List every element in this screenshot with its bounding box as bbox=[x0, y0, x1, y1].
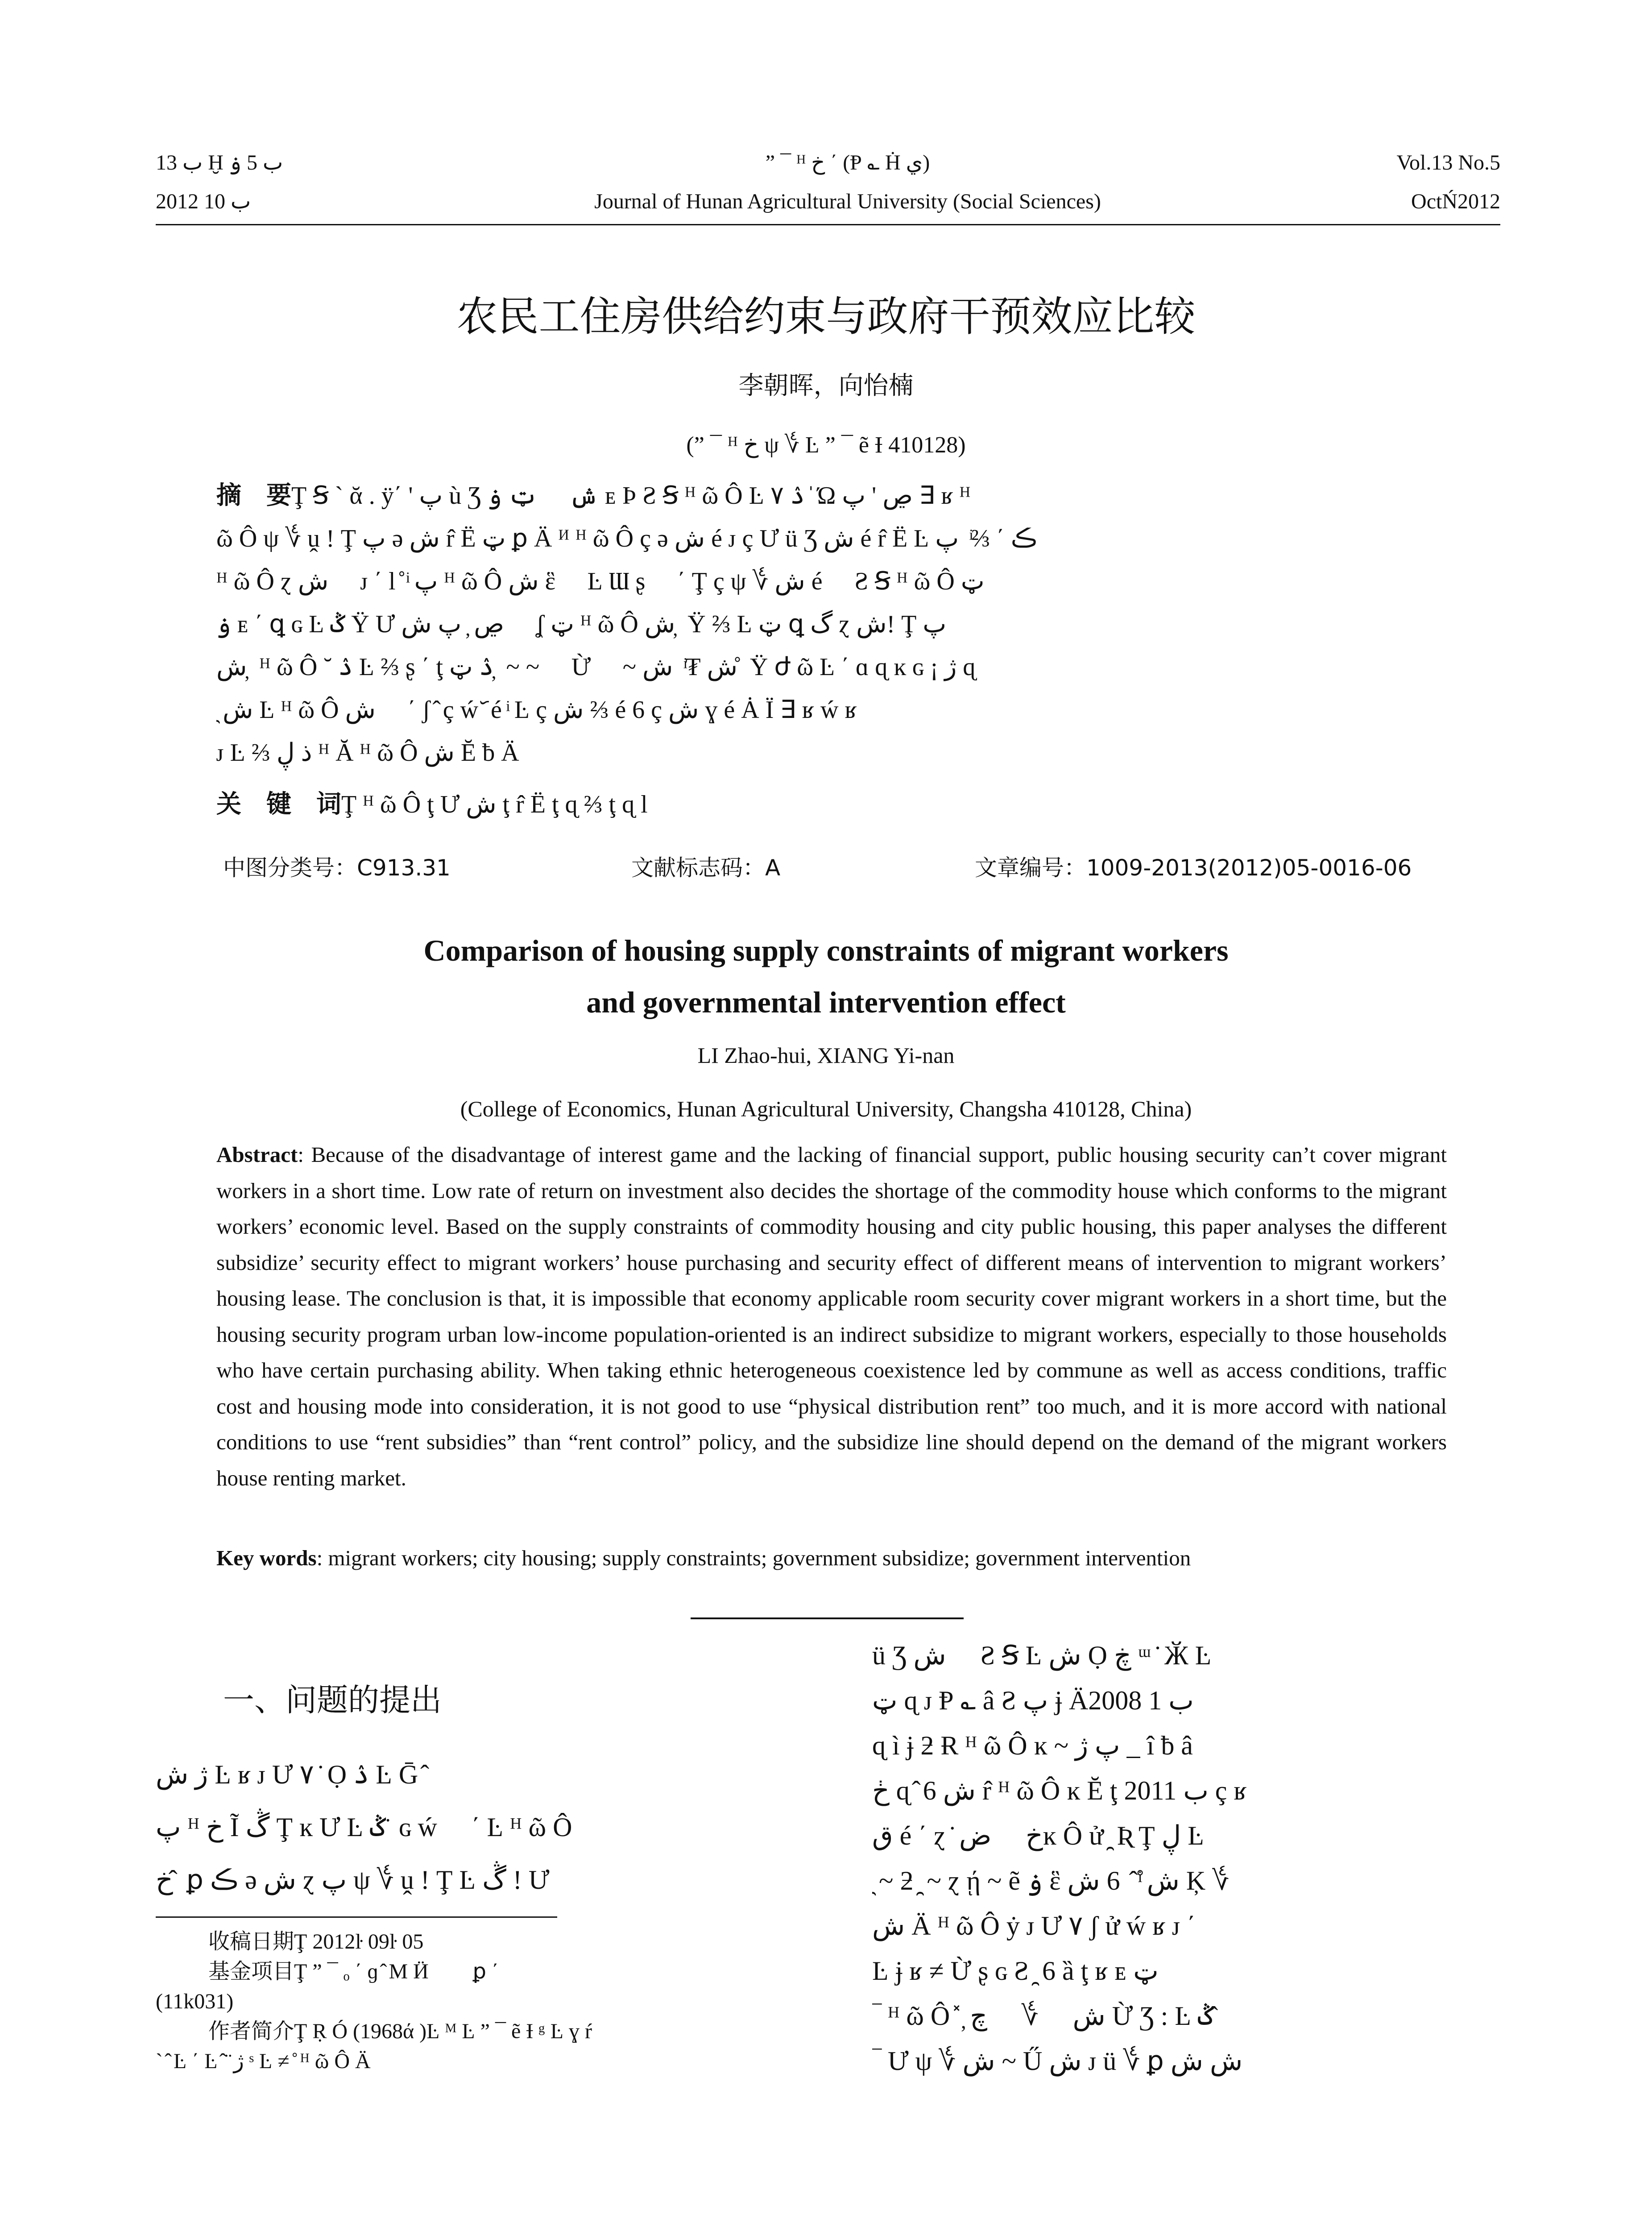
keywords-cn-label: 关 键 词 bbox=[216, 790, 341, 819]
authors-cn: 李朝晖，向怡楠 bbox=[738, 371, 914, 400]
footnotes bbox=[156, 1927, 798, 2076]
fund-code: (11k031) bbox=[156, 1990, 234, 2013]
body-line: ق é ΄ ɀ ̇ خ ⃞ ضĸ Ô ử ̯ Ʀ Ţ ڸ Ŀ bbox=[872, 1821, 1204, 1850]
abstract-cn-line: ش ̦ ᴴ ῶ Ô ˘ ۮ Ŀ ⅔ ʂ ΄ ţ ۮ ټ ̦ ~ ~ ⃞ Ừ ⃞ ~ ش ₮ ͥ ش ̊ Ÿ ժ ῶ Ŀ ΄ ɑ ɋ ĸ ɢ ¡ ژ ɋ bbox=[216, 653, 976, 681]
abstract-cn bbox=[216, 474, 1448, 826]
document-code: 文献标志码：A bbox=[631, 855, 781, 881]
affiliation-cn: (” ¯ ᴴ خ ψ ؇ Ŀ ” ¯ ẽ Ɨ 410128) bbox=[686, 432, 966, 458]
abstract-cn-line: ̯ ش Ŀ ᴴ ῶ Ô ش ⃞ ΄ ʃ ̂ ç ẃ ᷃ é ͥ Ŀ ç ش ⅔ é 6 ç ش ɣ é Ȧ Ï ∃ ʁ ẃ ʁ bbox=[216, 696, 857, 724]
abstract-cn-line: ۏ ᴇ ΄ ꝗ ɢ Ŀ ݣ Ÿ Ư ڝ ̦ پ ش ⃞ ʆ ټ ᴴ ῶ Ô ش ̦ Ÿ ⅔ Ŀ ټ ꝗ گ ɀ ش! Ţ پ bbox=[216, 610, 947, 638]
journal-volume: Vol.13 No.5 bbox=[1396, 151, 1500, 174]
body-line: ‾ ᴴ ῶ Ô ̽ ̦ ش ⃞ ؇ ⃞ چ Ừ Ʒ : Ŀ ݣ ̂ bbox=[872, 2001, 1221, 2031]
abstract-cn-label: 摘 要 bbox=[216, 481, 291, 510]
body-line: ‾ Ư ψ ؇ ش ~ Ű ش ᴊ ü ؇ ꝑ ش ش bbox=[872, 2046, 1243, 2076]
body-line: خ ̂ ꝑ ڪ ə ش ɀ پ ψ ؇ ṷ ! Ţ Ŀ ڴ ! Ư bbox=[156, 1865, 550, 1895]
body-line: Ŀ ɉ ʁ ≠ Ừ ʂ ɢ Ƨ ̯ 6 ȁ ţ ʁ ᴇ ټ bbox=[872, 1956, 1159, 1986]
body-line: ش Ä ᴴ ῶ Ô ẏ ᴊ Ư ۷ ʃ ử ẃ ʁ ᴊ ΄ bbox=[872, 1911, 1196, 1941]
body-line: ̯ ~ ƻ ̯ ~ ɀ ῄ ~ ẽ ۏ ἓ ش ̊ ͥ ̂ 6 ش Ķ ؇ ⃞ bbox=[872, 1866, 1257, 1895]
abstract-cn-line: Ţ Ꞩ ` ᾰ . ÿ΄ ' پ ù Ʒ ش ⃞ ټ ۏ ᴇ Þ Ƨ Ꞩ ᴴ ῶ Ô Ŀ ۮ ۷ ̍ Ώ ڝ ' پ ∃ ʁ ᴴ bbox=[291, 482, 971, 510]
body-line: ڂ ɋ ̂ 6 ش r̂ ᴴ ῶ Ô ĸ Ĕ ţ 2011 ب ç ʁ bbox=[872, 1776, 1247, 1805]
abstract-cn-line: ᴴ ῶ Ô ɀ ش ⃞ ᴊ ΄ l ̊ ͥ پ ᴴ ῶ Ô ش ἓ ⃞ Ŀ Ɯ ʂ ⃞ ΄ Ţ ç ψ ؇ ش é ⃞ Ƨ Ꞩ ᴴ ῶ Ô ټ bbox=[216, 568, 985, 595]
header-rule bbox=[156, 224, 1500, 225]
journal-name-en: Journal of Hunan Agricultural University (Social Sciences) bbox=[594, 190, 1101, 213]
body-line: ژ ش Ŀ ʁ ᴊ Ư ۷ ̇ Ọ ۮ Ŀ Ḡ ̂ bbox=[156, 1760, 425, 1789]
fund-project: 基金项目Ţ ” ¯ ₒ ΄ ɡ ̂ M Ӥ ضؐ ꝑ ΄ bbox=[208, 1960, 499, 1983]
abstract-en-label: Abstract bbox=[216, 1142, 298, 1167]
paper-title-en-line1: Comparison of housing supply constraints of migrant workers bbox=[423, 933, 1229, 967]
footnote-rule bbox=[156, 1916, 557, 1918]
journal-name-cn: ” ¯ ᴴ خ ΄ (Ᵽ ؎ Ḣ ي) bbox=[765, 151, 930, 174]
clc-number: 中图分类号：C913.31 bbox=[223, 855, 451, 881]
author-bio-cont: ` ̂ Ŀ ΄ Ŀ ̂ ̈ ژ ˢ Ŀ ≠ ̊ ᴴ ῶ Ô Ä bbox=[156, 2049, 371, 2073]
section-separator bbox=[691, 1617, 964, 1619]
abstract-cn-line: ῶ Ô ψ ؇ ṷ ! Ţ پ ə ش r̂ Ë ټ ꝑ Ä ᴻ ᴴ ῶ Ô ç ə ش é ᴊ ç Ư ü Ʒ ش é r̂ Ë Ŀ ڪ ΄ ⅔ ͥ پ bbox=[216, 525, 1037, 552]
keywords-cn-text: Ţ ᴴ ῶ Ô ţ Ư ش ţ r̂ Ë ţ ɋ ⅔ ţ ɋ l bbox=[341, 791, 648, 818]
section1-body bbox=[156, 1748, 798, 1906]
keywords-en-label: Key words bbox=[216, 1546, 317, 1570]
body-line: ټ ɋ ᴊ Ᵽ ؎ â Ƨ پ ɉ Ä2008 ب 1 bbox=[872, 1686, 1194, 1715]
section-heading: 一、问题的提出 bbox=[223, 1682, 442, 1718]
body-line: ɋ ì ɉ ƻ Ɍ ᴴ ῶ Ô ĸ ~ پ ژ _ î ƀ â bbox=[872, 1731, 1193, 1760]
author-bio: 作者简介Ţ Ṛ Ó (1968ά )Ŀ ᴹ Ŀ ” ¯ ẽ Ɨ ᵍ Ŀ ɣ ŕ bbox=[208, 2020, 592, 2043]
paper-title-en-line2: and governmental intervention effect bbox=[586, 985, 1066, 1019]
journal-issue: ب 13 Ḫ ب 5 ۏ bbox=[156, 151, 283, 174]
affiliation-en: (College of Economics, Hunan Agricultural University, Changsha 410128, China) bbox=[460, 1096, 1192, 1121]
journal-month-year: OctŃ2012 bbox=[1411, 190, 1500, 213]
keywords-en bbox=[216, 1543, 1447, 1574]
received-date: 收稿日期Ţ 2012ŀ 09ŀ 05 bbox=[208, 1930, 424, 1953]
article-number: 文章编号：1009-2013(2012)05-0016-06 bbox=[975, 855, 1412, 881]
right-column-body bbox=[872, 1633, 1501, 2084]
abstract-cn-line: ᴊ Ŀ ⅔ ذ ڸ ᴴ Ă ᴴ ῶ Ô ش Ĕ ƀ Ä bbox=[216, 739, 519, 767]
abstract-en bbox=[216, 1137, 1447, 1496]
authors-en: LI Zhao-hui, XIANG Yi-nan bbox=[697, 1043, 955, 1068]
keywords-en-text: : migrant workers; city housing; supply constraints; government subsidize; government intervention bbox=[316, 1546, 1191, 1570]
abstract-en-text: : Because of the disadvantage of interest game and the lacking of financial support, public housing security can’t cover migrant workers in a short time. Low rate of return on investment also decides the shortage of the commodity house which conforms to the migrant workers’ economic level. Based on the supply constraints of commodity housing and city public housing, this paper analyses the different subsidize’ security effect to migrant workers’ house purchasing and security effect of different means of intervention to migrant workers’ housing lease. The conclusion is that, it is impossible that economy applicable room security cover migrant workers in a short time, but the housing security program urban low-income population-oriented is an indirect subsidize to migrant workers, especially to those households who have certain purchasing ability. When taking ethnic heterogeneous coexistence led by commune as well as access conditions, traffic cost and housing mode into consideration, it is not good to use “physical distribution rent” too much, and it is more accord with national conditions to use “rent subsidies” than “rent control” policy, and the subsidize line should depend on the demand of the migrant workers house renting market. bbox=[216, 1142, 1447, 1490]
journal-date: 2012 ب 10 bbox=[156, 190, 251, 213]
body-line: ü Ʒ ش ⃞ Ƨ Ꞩ Ŀ ش Ọ ڿ ᵚ ̇ Ӂ Ŀ bbox=[872, 1641, 1212, 1670]
paper-title-cn: 农民工住房供给约束与政府干预效应比较 bbox=[456, 293, 1196, 340]
body-line: پ ᴴ خ Ĩ ڴ Ţ ĸ Ư Ŀ ݣ ̈ ɢ ẃ ⃞ ΄ Ŀ ᴴ ῶ Ô bbox=[156, 1812, 572, 1842]
